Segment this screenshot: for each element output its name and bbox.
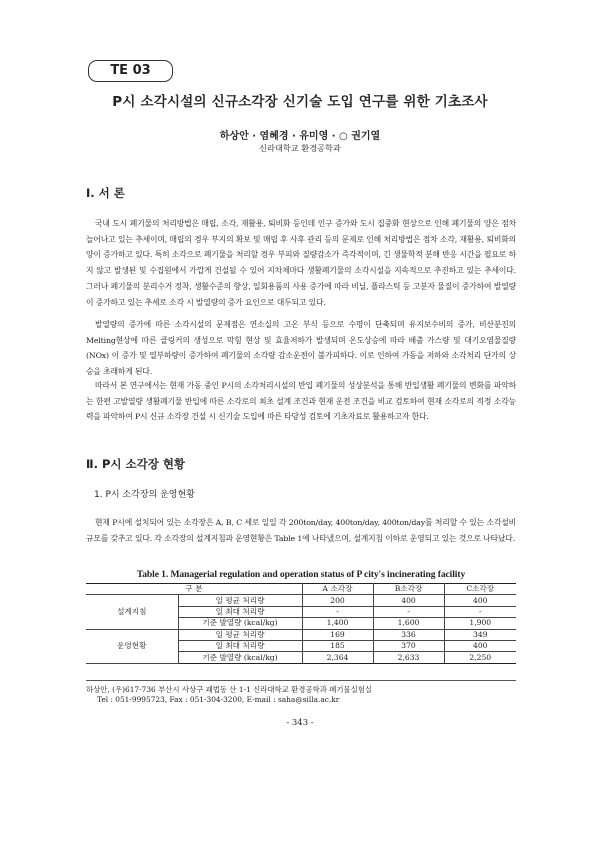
header-a: A 소각장 [302, 584, 373, 595]
cell-a: 1,400 [302, 618, 373, 629]
row-item: 일 평균 처리량 [178, 629, 302, 640]
status-paragraph: 현재 P시에 설치되어 있는 소각장은 A, B, C 세로 일일 각 200ton/day, 400ton/day, 400ton/day를 처리할 수 있는 소각설비 규모를 갖추고 있다. 각 소각장의 설계지침과 운영현황은 Table 1에 나타냈으며, 설계지침 이하로 운영되고 있는 것으로 나타났다. [86, 518, 516, 543]
row-item: 기준 발열량 (kcal/kg) [178, 618, 302, 629]
cell-b: 2,633 [373, 652, 444, 663]
table-caption: Table 1. Managerial regulation and operation status of P city's incinerating facility [136, 569, 466, 580]
cell-b: 400 [373, 595, 444, 606]
row-item: 기준 발열량 (kcal/kg) [178, 652, 302, 663]
cell-b: 370 [373, 640, 444, 651]
cell-a: 200 [302, 595, 373, 606]
cell-c: 349 [444, 629, 516, 640]
paper-title: P시 소각시설의 신규소각장 신기술 도입 연구를 위한 기초조사 [112, 94, 488, 110]
cell-a: 185 [302, 640, 373, 651]
footnote-divider [86, 680, 516, 681]
operation-status-table [86, 583, 516, 664]
group-label: 운영현황 [86, 629, 178, 663]
cell-c: - [444, 606, 516, 617]
table-header-row [86, 584, 516, 595]
cell-a: 169 [302, 629, 373, 640]
row-item: 일 최대 처리량 [178, 640, 302, 651]
intro-paragraph-2: 발열량의 증가에 따른 소각시설의 문제점은 연소실의 고온 부식 등으로 수명이 단축되며 유지보수비의 증가, 비산분진의 Melting현상에 따른 클링커의 생성으로 막힘 현상 및 효율저하가 발생되며 온도상승에 따라 배출 가스량 및 대기오염물질량 (NOx) 이 증가 및 열부하량이 증가하여 폐기물의 소각량 감소운전이 불가피하다. 이로 인하여 가동을 저하와 소각처리 단가의 상승을 초래하게 된다. [86, 320, 516, 377]
cell-c: 400 [444, 595, 516, 606]
session-code-badge: TE 03 [88, 60, 173, 82]
affiliation: 신라대학교 환경공학과 [259, 143, 341, 153]
intro-paragraph-3: 따라서 본 연구에서는 현재 가동 중인 P시의 소각처리시설의 반입 폐기물의 성상분석을 통해 반입생활 폐기물의 변화를 파악하는 한편 고발열량 생활폐기물 반입에 따른 소각로의 최초 설계 조건과 현재 운전 조건을 비교 검토하여 현재 소각로의 적정 소각능력을 파악하여 P시 신규 소각장 건설 시 신기술 도입에 따른 타당성 검토에 기초자료로 활용하고자 한다. [86, 381, 516, 422]
cell-b: 336 [373, 629, 444, 640]
cell-b: 1,600 [373, 618, 444, 629]
author-list: 하상안 · 염혜경 · 유미영 · ○ 권기열 [219, 131, 381, 142]
intro-heading: Ⅰ. 서 론 [86, 186, 125, 200]
status-subheading: 1. P시 소각장의 운영현황 [94, 490, 195, 500]
cell-a: 2,364 [302, 652, 373, 663]
table-row [86, 595, 516, 606]
intro-paragraph-1: 국내 도시 폐기물의 처리방법은 매립, 소각, 재활용, 퇴비화 등인데 인구 증가와 도시 집중화 현상으로 인해 폐기물의 양은 점차 늘어나고 있는 추세이며, 매립의 경우 부지의 확보 및 매립 후 사후 관리 등의 문제로 인해 처리방법은 점차 소각, 재활용, 퇴비화의 양이 증가하고 있다. 특히 소각으로 폐기물을 처리할 경우 부피와 질량감소가 즉각적이며, 긴 생물학적 분해 반응 시간을 필요로 하지 않고 발생된 및 수집원에서 가깝게 건설될 수 있어 지차체마다 생활폐기물의 소각시설을 지속적으로 추진하고 있는 추세이다. 그러나 폐기물의 분리수거 정착, 생활수준의 향상, 일회용품의 사용 증가에 따라 비닐, 플라스틱 등 고분자 물질이 증가하여 발열량이 증가하고 있는 추세로 소각 시 발열량의 증가 요인으로 대두되고 있다. [86, 219, 516, 307]
status-heading: Ⅱ. P시 소각장 현황 [86, 457, 186, 471]
group-label: 설계지침 [86, 595, 178, 629]
row-item: 일 평균 처리량 [178, 595, 302, 606]
cell-c: 400 [444, 640, 516, 651]
header-b: B소각장 [373, 584, 444, 595]
footnote-address: 하상안, (우)617-736 부산시 사상구 괘법동 산 1-1 신라대학교 환경공학과 폐기물실험실 [86, 685, 373, 694]
cell-a: - [302, 606, 373, 617]
cell-c: 1,900 [444, 618, 516, 629]
table-row [86, 629, 516, 640]
header-category: 구 분 [86, 584, 302, 595]
cell-b: - [373, 606, 444, 617]
footnote-contact: Tel : 051-9995723, Fax : 051-304-3200, E-mail : saha@silla.ac.kr [97, 695, 340, 704]
page-number: - 343 - [286, 718, 314, 728]
header-c: C소각장 [444, 584, 516, 595]
cell-c: 2,250 [444, 652, 516, 663]
row-item: 일 최대 처리량 [178, 606, 302, 617]
